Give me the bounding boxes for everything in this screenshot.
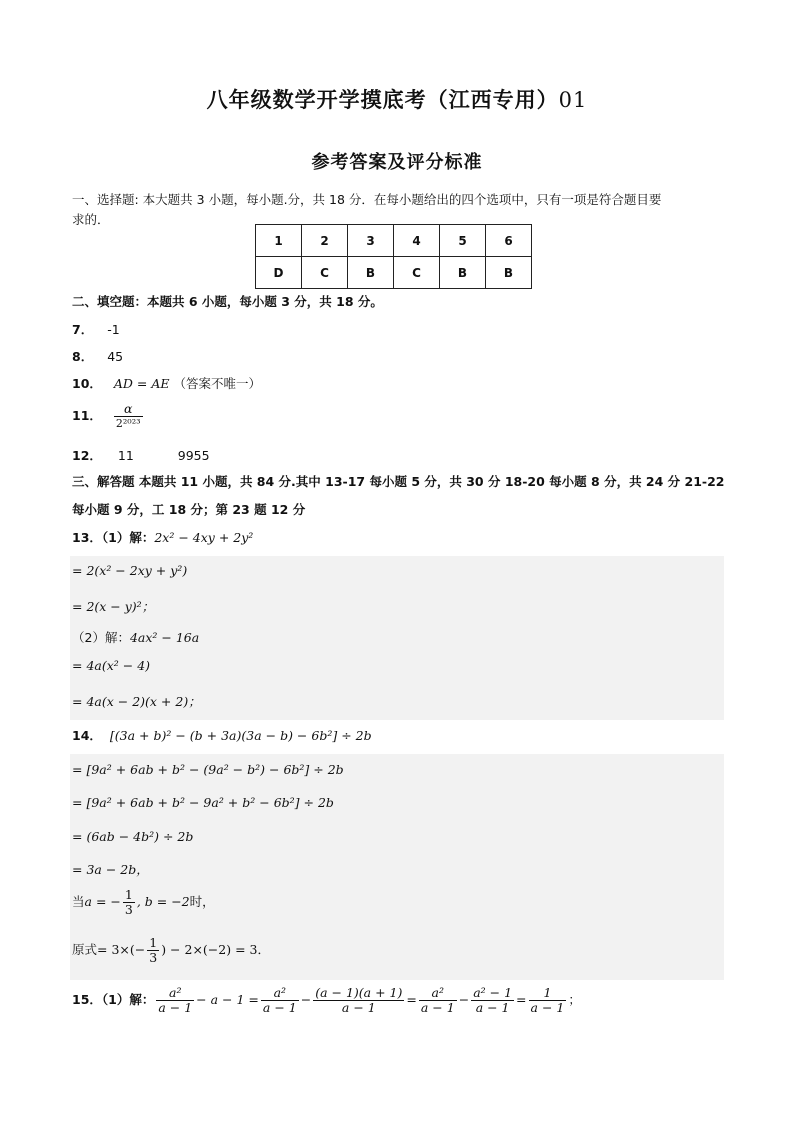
q15-f5-denominator: a − 1 (475, 1000, 510, 1015)
q14-result-numerator: 1 (149, 935, 158, 950)
q15-f4-denominator: a − 1 (420, 1000, 455, 1015)
q7-answer: -1 (107, 322, 120, 337)
q14-when-denominator: 3 (124, 902, 133, 917)
q14-step4: = 3a − 2b， (72, 862, 149, 877)
q13-expr: 2x² − 4xy + 2y² (154, 530, 254, 545)
answer-table-cell: B (348, 257, 394, 289)
q15-term-6: ； (568, 992, 581, 1007)
q11 (72, 402, 145, 431)
q11-denominator: 2²⁰²³ (115, 417, 141, 430)
q14-when-b: , b = −2 (136, 894, 190, 909)
q14-step2: = [9a² + 6ab + b² − 9a² + b² − 6b²] ÷ 2b (72, 795, 334, 810)
q15-fraction-3 (313, 986, 404, 1015)
q15-f2-numerator: a² (261, 986, 299, 1001)
answer-table-cell: D (256, 257, 302, 289)
q10-answer: AD = AE (113, 376, 170, 391)
answer-table-cell: B (440, 257, 486, 289)
q15-f5-numerator: a² − 1 (473, 985, 513, 1000)
section3-heading-line2: 每小题 9 分，工 18 分；第 23 题 12 分 (72, 502, 306, 517)
q14-step3: = (6ab − 4b²) ÷ 2b (72, 829, 194, 844)
q13-intro (72, 528, 253, 546)
answer-table-header: 2 (302, 225, 348, 257)
answer-table-cell: C (394, 257, 440, 289)
q8-answer: 45 (107, 349, 124, 364)
q13-part2-label: （2）解： (72, 630, 130, 645)
q14-step1: = [9a² + 6ab + b² − (9a² − b²) − 6b²] ÷ 2b (72, 762, 344, 777)
answer-table-header: 3 (348, 225, 394, 257)
q15-f3-numerator: (a − 1)(a + 1) (315, 985, 403, 1000)
q11-fraction (114, 402, 143, 431)
q15-f1-denominator: a − 1 (158, 1000, 193, 1015)
q13-part2-expr: 4ax² − 16a (129, 630, 200, 645)
q14-result (72, 936, 270, 965)
q13-step4: = 4a(x − 2)(x + 2)； (72, 694, 201, 709)
q12-answer-a: 11 (117, 448, 134, 463)
answer-table-header: 5 (440, 225, 486, 257)
q14-when-fraction (123, 888, 135, 917)
answer-table-cell: C (302, 257, 348, 289)
section1-heading-line1: 一、选择题: 本大题共 3 小题，每小题.分，共 18 分．在每小题给出的四个选项中，只有一项是符合题目要 (72, 192, 662, 207)
q10-label: 10． (72, 376, 102, 391)
q12 (72, 446, 210, 464)
q15-fraction-5 (471, 986, 514, 1015)
page-title-suffix: 01 (558, 88, 588, 112)
q13-part2 (72, 628, 199, 646)
page-title-text: 八年级数学开学摸底考（江西专用） (206, 88, 559, 112)
q15-term-4: − (458, 992, 470, 1007)
q14-result-end: ． (257, 942, 270, 957)
q15-label: 15．（1）解： (72, 992, 155, 1007)
q12-label: 12． (72, 448, 102, 463)
q14-result-a: = 3×(− (97, 942, 146, 957)
q13-step1: = 2(x² − 2xy + y²) (72, 563, 188, 578)
q11-label: 11． (72, 408, 102, 423)
q8 (72, 347, 123, 365)
q14-result-fraction (147, 936, 159, 965)
q15-fraction-6 (529, 986, 567, 1015)
q10-note: （答案不唯一） (173, 376, 262, 391)
page-title (0, 84, 794, 114)
answer-table-header: 6 (486, 225, 532, 257)
q14-when-a: a = − (84, 894, 121, 909)
q15-f4-numerator: a² (419, 986, 457, 1001)
answer-table-header: 4 (394, 225, 440, 257)
q13-step2: = 2(x − y)²； (72, 599, 155, 614)
q14-when-prefix: 当 (72, 894, 85, 909)
q14-when (72, 888, 215, 917)
q15-fraction-2 (261, 986, 299, 1015)
q14-result-prefix: 原式 (72, 942, 98, 957)
q8-label: 8． (72, 349, 94, 364)
section1-heading-line2: 求的． (72, 212, 110, 227)
answer-table (255, 224, 532, 289)
q14-label: 14． (72, 728, 102, 743)
q7-label: 7． (72, 322, 94, 337)
q15-f1-numerator: a² (156, 986, 194, 1001)
q15-f6-numerator: 1 (529, 986, 567, 1001)
page-subtitle: 参考答案及评分标准 (311, 152, 483, 173)
section3-heading-line1: 三、解答题 本题共 11 小题，共 84 分.其中 13-17 每小题 5 分，共 30 分 18-20 每小题 8 分，共 24 分 21-22 (72, 474, 725, 489)
q15-f3-denominator: a − 1 (341, 1000, 376, 1015)
q14-result-denominator: 3 (149, 950, 158, 965)
q15-f2-denominator: a − 1 (262, 1000, 297, 1015)
q14-intro (72, 726, 372, 744)
q14-result-b: ) − 2×(−2) = 3 (161, 942, 258, 957)
q7 (72, 320, 120, 338)
q14-when-numerator: 1 (124, 887, 133, 902)
q15-fraction-4 (419, 986, 457, 1015)
q10 (72, 374, 261, 392)
q12-answer-b: 9955 (177, 448, 210, 463)
answer-table-cell: B (486, 257, 532, 289)
q15-term-3: = (406, 992, 417, 1007)
q15-term-5: = (516, 992, 527, 1007)
q13-label: 13．（1）解： (72, 530, 155, 545)
q15-fraction-1 (156, 986, 194, 1015)
q14-expr: [(3a + b)² − (b + 3a)(3a − b) − 6b²] ÷ 2b (109, 728, 372, 743)
q15-f6-denominator: a − 1 (530, 1000, 565, 1015)
q11-numerator: α (114, 402, 143, 417)
q13-step3: = 4a(x² − 4) (72, 658, 151, 673)
q14-when-suffix: 时， (189, 894, 215, 909)
answer-table-header-row (256, 225, 532, 257)
q15-line (72, 986, 581, 1015)
answer-table-header: 1 (256, 225, 302, 257)
q15-term-1: − a − 1 = (196, 992, 259, 1007)
q15-term-2: − (300, 992, 312, 1007)
section2-heading: 二、填空题：本题共 6 小题，每小题 3 分，共 18 分。 (72, 294, 383, 309)
answer-table-answer-row (256, 257, 532, 289)
